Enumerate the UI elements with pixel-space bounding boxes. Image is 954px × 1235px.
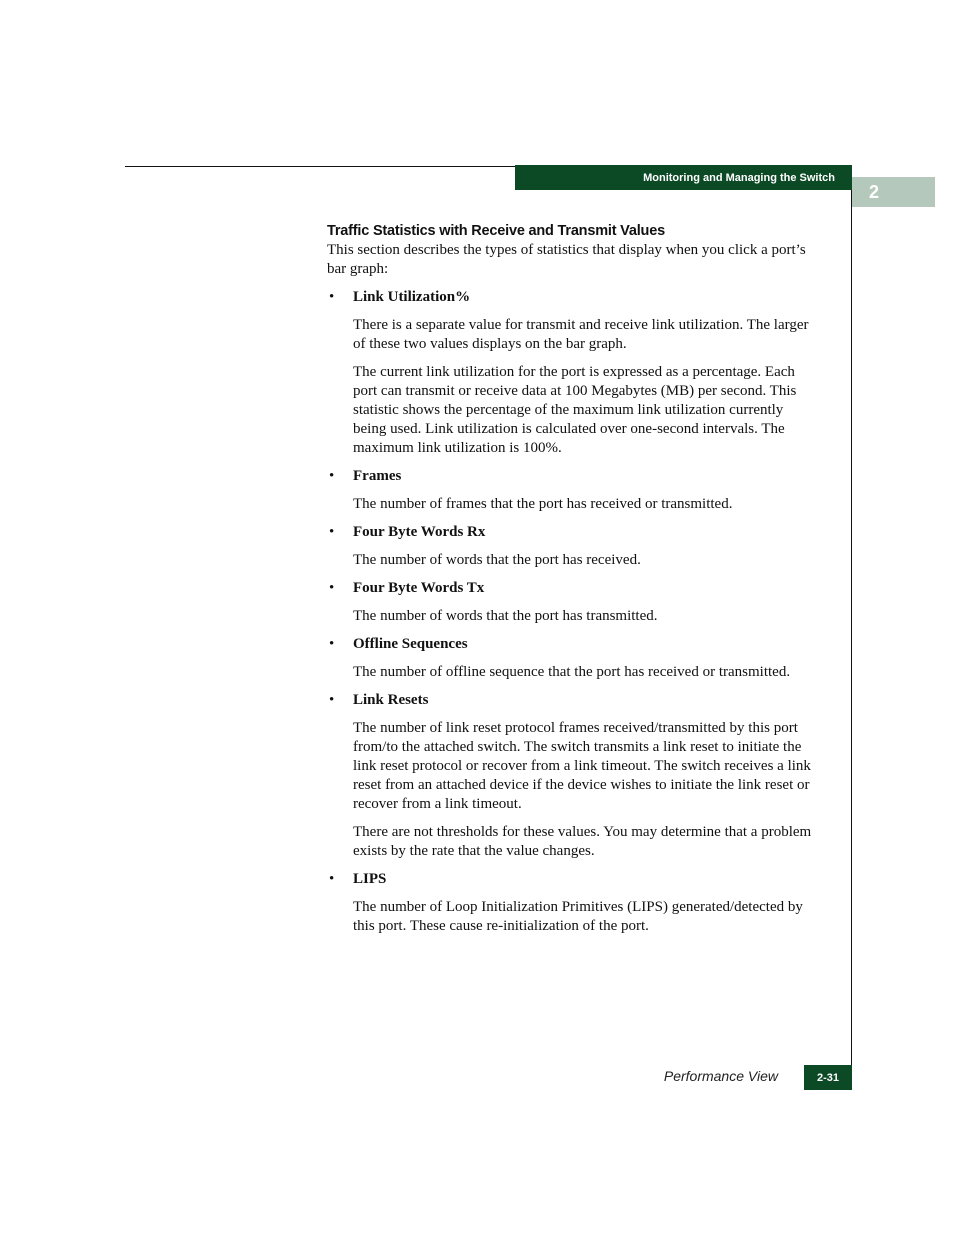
item-description: The number of words that the port has transmitted. [353, 608, 658, 624]
item-description: There is a separate value for transmit and receive link utilization. The larger of these two values displays on the bar graph. [353, 317, 809, 352]
page-content [327, 221, 817, 945]
bullet-icon: • [329, 692, 335, 708]
chapter-tab [852, 177, 935, 207]
chapter-number: 2 [869, 182, 880, 202]
bullet-icon: • [329, 636, 335, 652]
list-item [327, 523, 817, 570]
bullet-icon: • [329, 524, 335, 540]
statistics-list [327, 288, 817, 936]
item-term: LIPS [353, 871, 387, 887]
item-term: Offline Sequences [353, 636, 468, 652]
section-intro: This section describes the types of statistics that display when you click a port’s bar graph: [327, 242, 806, 277]
item-term: Link Resets [353, 692, 429, 708]
list-item [327, 870, 817, 936]
running-header-title: Monitoring and Managing the Switch [643, 171, 835, 184]
list-item [327, 691, 817, 861]
item-description: The number of link reset protocol frames received/transmitted by this port from/to the attached switch. The switch transmits a link reset to initiate the link reset protocol or recover from a link timeout. The switch receives a link reset from an attached device if the device wishes to initiate the link reset or recover from a link timeout. [353, 720, 811, 812]
page-number-box [804, 1065, 852, 1090]
bullet-icon: • [329, 871, 335, 887]
list-item [327, 288, 817, 458]
bullet-icon: • [329, 580, 335, 596]
item-term: Four Byte Words Tx [353, 580, 485, 596]
item-description: The number of offline sequence that the port has received or transmitted. [353, 664, 791, 680]
item-description: The current link utilization for the port is expressed as a percentage. Each port can transmit or receive data at 100 Megabytes (MB) per second. This statistic shows the percentage of the maximum link utilization currently being used. Link utilization is calculated over one-second intervals. The maximum link utilization is 100%. [353, 364, 797, 456]
header-rule [125, 166, 516, 167]
list-item [327, 635, 817, 682]
list-item [327, 579, 817, 626]
item-term: Link Utilization% [353, 289, 471, 305]
footer-section-name: Performance View [663, 1068, 778, 1084]
item-description: The number of words that the port has received. [353, 552, 641, 568]
item-description: There are not thresholds for these values. You may determine that a problem exists by the rate that the value changes. [353, 824, 812, 859]
item-description: The number of frames that the port has received or transmitted. [353, 496, 733, 512]
running-header [515, 165, 852, 190]
item-term: Four Byte Words Rx [353, 524, 486, 540]
item-term: Frames [353, 468, 402, 484]
section-title: Traffic Statistics with Receive and Transmit Values [327, 223, 665, 239]
page-number: 2-31 [816, 1071, 840, 1084]
item-description: The number of Loop Initialization Primitives (LIPS) generated/detected by this port. These cause re-initialization of the port. [353, 899, 803, 934]
margin-rule [851, 190, 852, 1089]
bullet-icon: • [329, 468, 335, 484]
list-item [327, 467, 817, 514]
bullet-icon: • [329, 289, 335, 305]
